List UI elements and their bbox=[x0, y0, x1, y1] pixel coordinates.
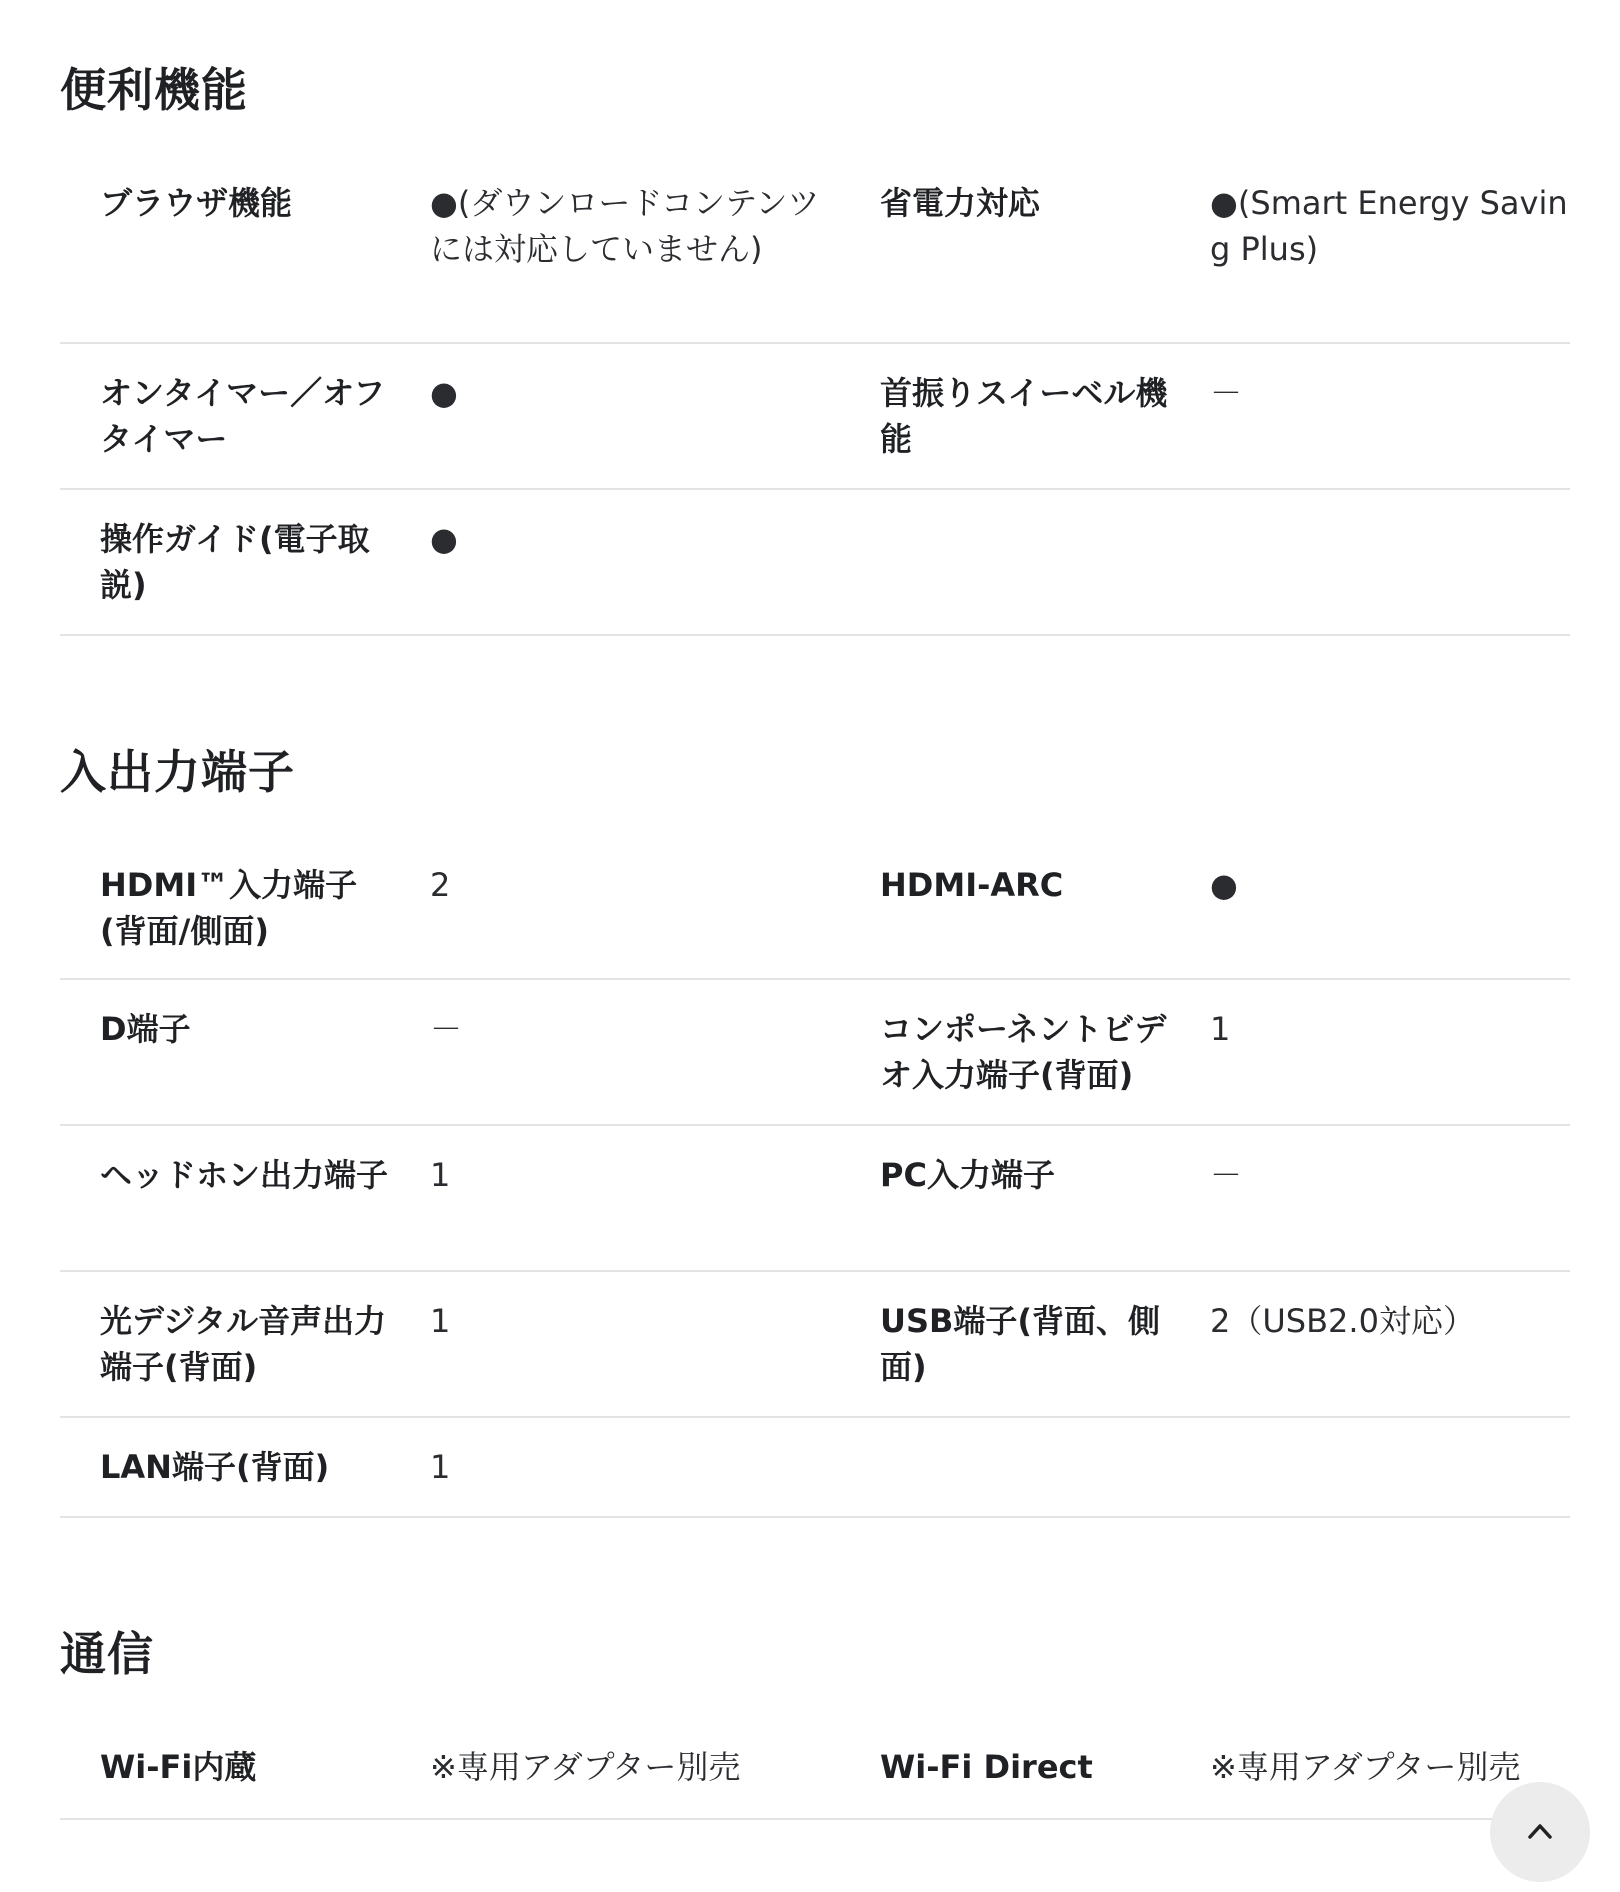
spec-label: 操作ガイド(電子取説) bbox=[100, 520, 370, 604]
spec-value: 2（USB2.0対応） bbox=[1210, 1302, 1475, 1340]
spec-label: D端子 bbox=[100, 1010, 191, 1048]
section-title-convenience: 便利機能 bbox=[60, 63, 248, 117]
spec-label: PC入力端子 bbox=[880, 1156, 1055, 1194]
spec-value: 1 bbox=[1210, 1010, 1231, 1048]
spec-row bbox=[60, 1418, 1570, 1518]
spec-row bbox=[60, 490, 1570, 636]
spec-label: HDMI™入力端子(背面/側面) bbox=[100, 866, 358, 950]
spec-label: 光デジタル音声出力端子(背面) bbox=[100, 1302, 387, 1386]
spec-row bbox=[60, 180, 1570, 344]
spec-label: ブラウザ機能 bbox=[100, 184, 293, 222]
spec-row bbox=[60, 1126, 1570, 1272]
scroll-to-top-button[interactable] bbox=[1490, 1782, 1590, 1882]
spec-value: ●(ダウンロードコンテンツには対応していません) bbox=[430, 184, 820, 268]
spec-row bbox=[60, 1272, 1570, 1418]
spec-row bbox=[60, 980, 1570, 1126]
spec-label: オンタイマー／オフタイマー bbox=[100, 374, 386, 458]
spec-row bbox=[60, 862, 1570, 980]
spec-label: コンポーネントビデオ入力端子(背面) bbox=[880, 1010, 1167, 1094]
spec-label: USB端子(背面、側面) bbox=[880, 1302, 1161, 1386]
spec-label: ヘッドホン出力端子 bbox=[100, 1156, 389, 1194]
spec-value: － bbox=[430, 1010, 463, 1048]
spec-row bbox=[60, 344, 1570, 490]
spec-value: ● bbox=[1210, 866, 1238, 904]
spec-value: 1 bbox=[430, 1448, 451, 1486]
spec-value: ● bbox=[430, 374, 458, 412]
spec-row bbox=[60, 1744, 1570, 1820]
spec-label: Wi-Fi内蔵 bbox=[100, 1748, 257, 1786]
spec-value: － bbox=[1210, 1156, 1243, 1194]
chevron-up-icon bbox=[1522, 1814, 1558, 1850]
section-title-communication: 通信 bbox=[60, 1627, 154, 1681]
spec-label: 省電力対応 bbox=[880, 184, 1041, 222]
spec-value: 1 bbox=[430, 1156, 451, 1194]
spec-value: ● bbox=[430, 520, 458, 558]
spec-value: 1 bbox=[430, 1302, 451, 1340]
spec-value: ●(Smart Energy Saving Plus) bbox=[1210, 184, 1568, 268]
spec-value: － bbox=[1210, 374, 1243, 412]
spec-label: 首振りスイーベル機能 bbox=[880, 374, 1168, 458]
spec-label: HDMI-ARC bbox=[880, 866, 1064, 904]
spec-label: LAN端子(背面) bbox=[100, 1448, 330, 1486]
section-title-io-terminals: 入出力端子 bbox=[60, 745, 295, 799]
spec-label: Wi-Fi Direct bbox=[880, 1748, 1093, 1786]
spec-value: ※専用アダプター別売 bbox=[430, 1748, 741, 1786]
spec-value: ※専用アダプター別売 bbox=[1210, 1748, 1521, 1786]
spec-value: 2 bbox=[430, 866, 451, 904]
